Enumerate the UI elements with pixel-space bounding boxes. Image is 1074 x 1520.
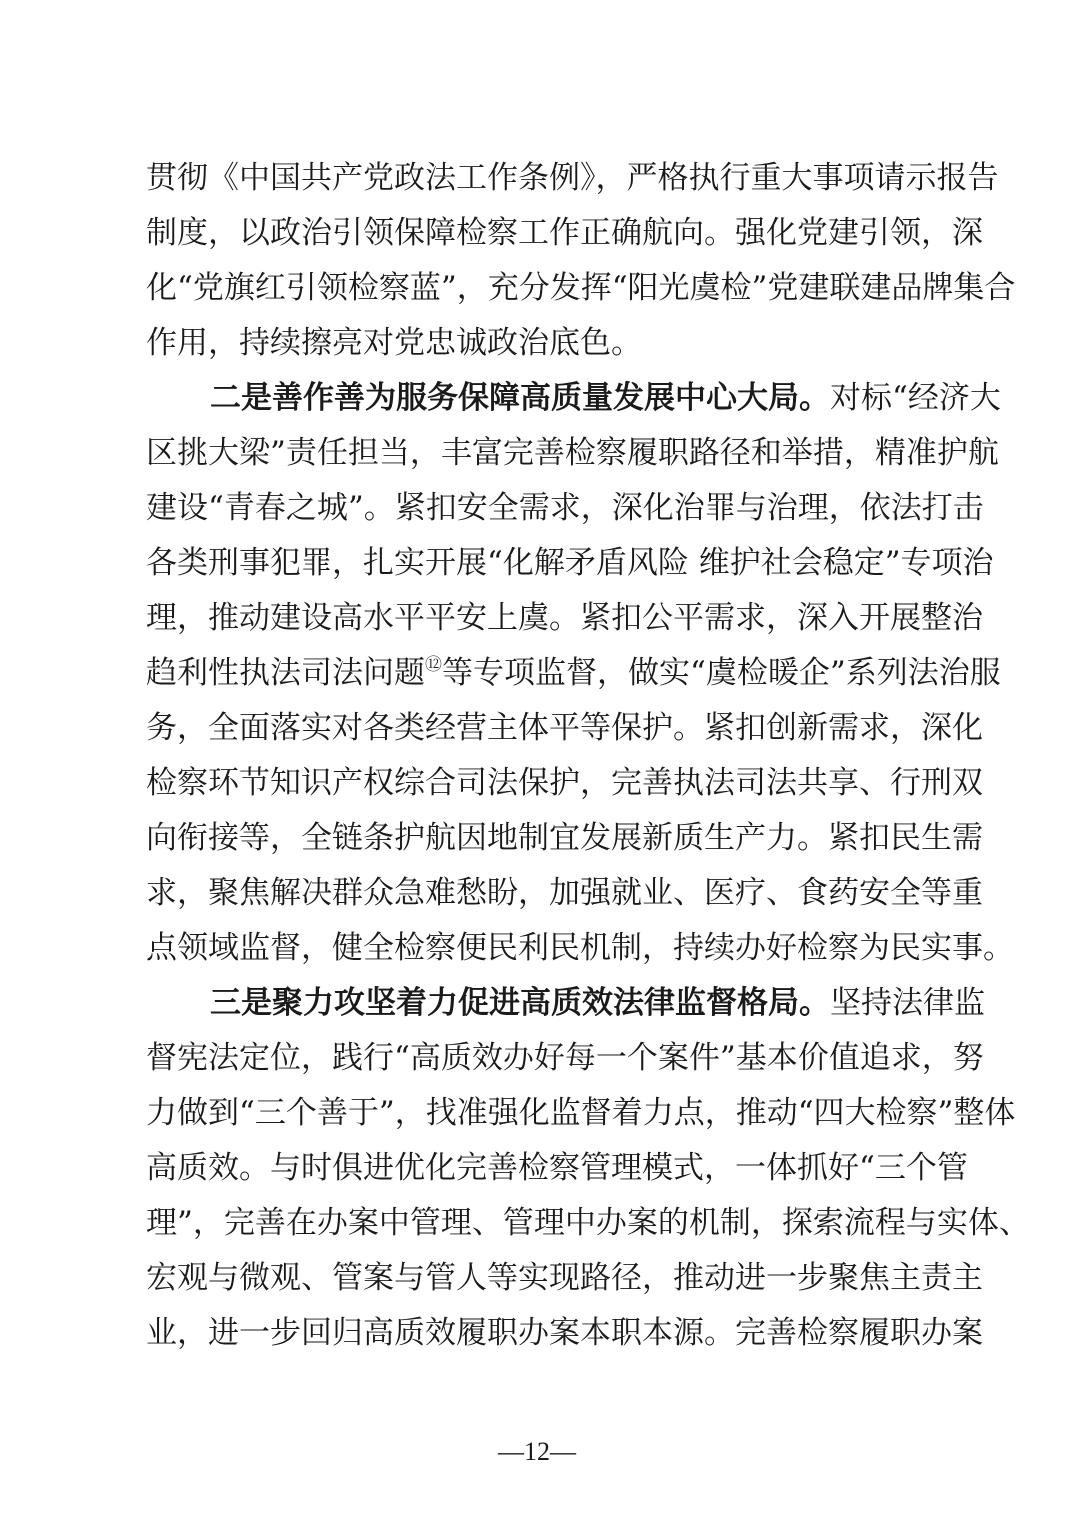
paragraph-3-line: 力做到“三个善于”，找准强化监督着力点，推动“四大检察”整体 — [146, 1095, 1016, 1131]
paragraph-1-line: 化“党旗红引领检察蓝”，充分发挥“阳光虞检”党建联建品牌集合 — [146, 270, 1016, 306]
page-number: —12— — [498, 1437, 576, 1466]
paragraph-2-first-line — [210, 376, 1001, 420]
footnote-marker: ⑫ — [425, 655, 442, 675]
paragraph-2-line: 理，推动建设高水平平安上虞。紧扣公平需求，深入开展整治 — [146, 600, 983, 636]
paragraph-2-text: 等专项监督，做实“虞检暖企”系列法治服 — [442, 655, 1001, 691]
paragraph-3-line: 宏观与微观、管案与管人等实现路径，推动进一步聚焦主责主 — [146, 1260, 983, 1296]
paragraph-1-line: 作用，持续擦亮对党忠诚政治底色。 — [146, 325, 642, 361]
paragraph-3-first-line — [210, 981, 985, 1025]
paragraph-1-line: 贯彻《中国共产党政法工作条例》，严格执行重大事项请示报告 — [146, 160, 999, 196]
paragraph-2-line: 检察环节知识产权综合司法保护，完善执法司法共享、行刑双 — [146, 765, 983, 801]
paragraph-2-line: 求，聚焦解决群众急难愁盼，加强就业、医疗、食药安全等重 — [146, 875, 983, 911]
paragraph-3-line: 高质效。与时俱进优化完善检察管理模式，一体抓好“三个管 — [146, 1150, 968, 1186]
paragraph-3-line: 理”，完善在办案中管理、管理中办案的机制，探索流程与实体、 — [146, 1205, 1030, 1241]
paragraph-2-line: 务，全面落实对各类经营主体平等保护。紧扣创新需求，深化 — [146, 710, 983, 746]
paragraph-3-line: 督宪法定位，践行“高质效办好每一个案件”基本价值追求，努 — [146, 1040, 984, 1076]
paragraph-2-line: 区挑大梁”责任担当，丰富完善检察履职路径和举措，精准护航 — [146, 435, 999, 471]
paragraph-2-line: 点领域监督，健全检察便民利民机制，持续办好检察为民实事。 — [146, 930, 1014, 966]
paragraph-3-line: 业，进一步回归高质效履职办案本职本源。完善检察履职办案 — [146, 1315, 983, 1351]
paragraph-3-text: 坚持法律监 — [830, 985, 985, 1021]
paragraph-1-line: 制度，以政治引领保障检察工作正确航向。强化党建引领，深 — [146, 215, 983, 251]
paragraph-2-line: 向衔接等，全链条护航因地制宜发展新质生产力。紧扣民生需 — [146, 820, 983, 856]
paragraph-2-line: 建设“青春之城”。紧扣安全需求，深化治罪与治理，依法打击 — [146, 490, 984, 526]
paragraph-2-line: 各类刑事犯罪，扎实开展“化解矛盾风险 维护社会稳定”专项治 — [146, 545, 994, 581]
paragraph-2-line — [146, 651, 1001, 695]
paragraph-2-text: 趋利性执法司法问题 — [146, 655, 425, 691]
section-heading-3: 三是聚力攻坚着力促进高质效法律监督格局。 — [210, 985, 830, 1021]
section-heading-2: 二是善作善为服务保障高质量发展中心大局。 — [210, 380, 830, 416]
paragraph-2-text: 对标“经济大 — [830, 380, 1001, 416]
